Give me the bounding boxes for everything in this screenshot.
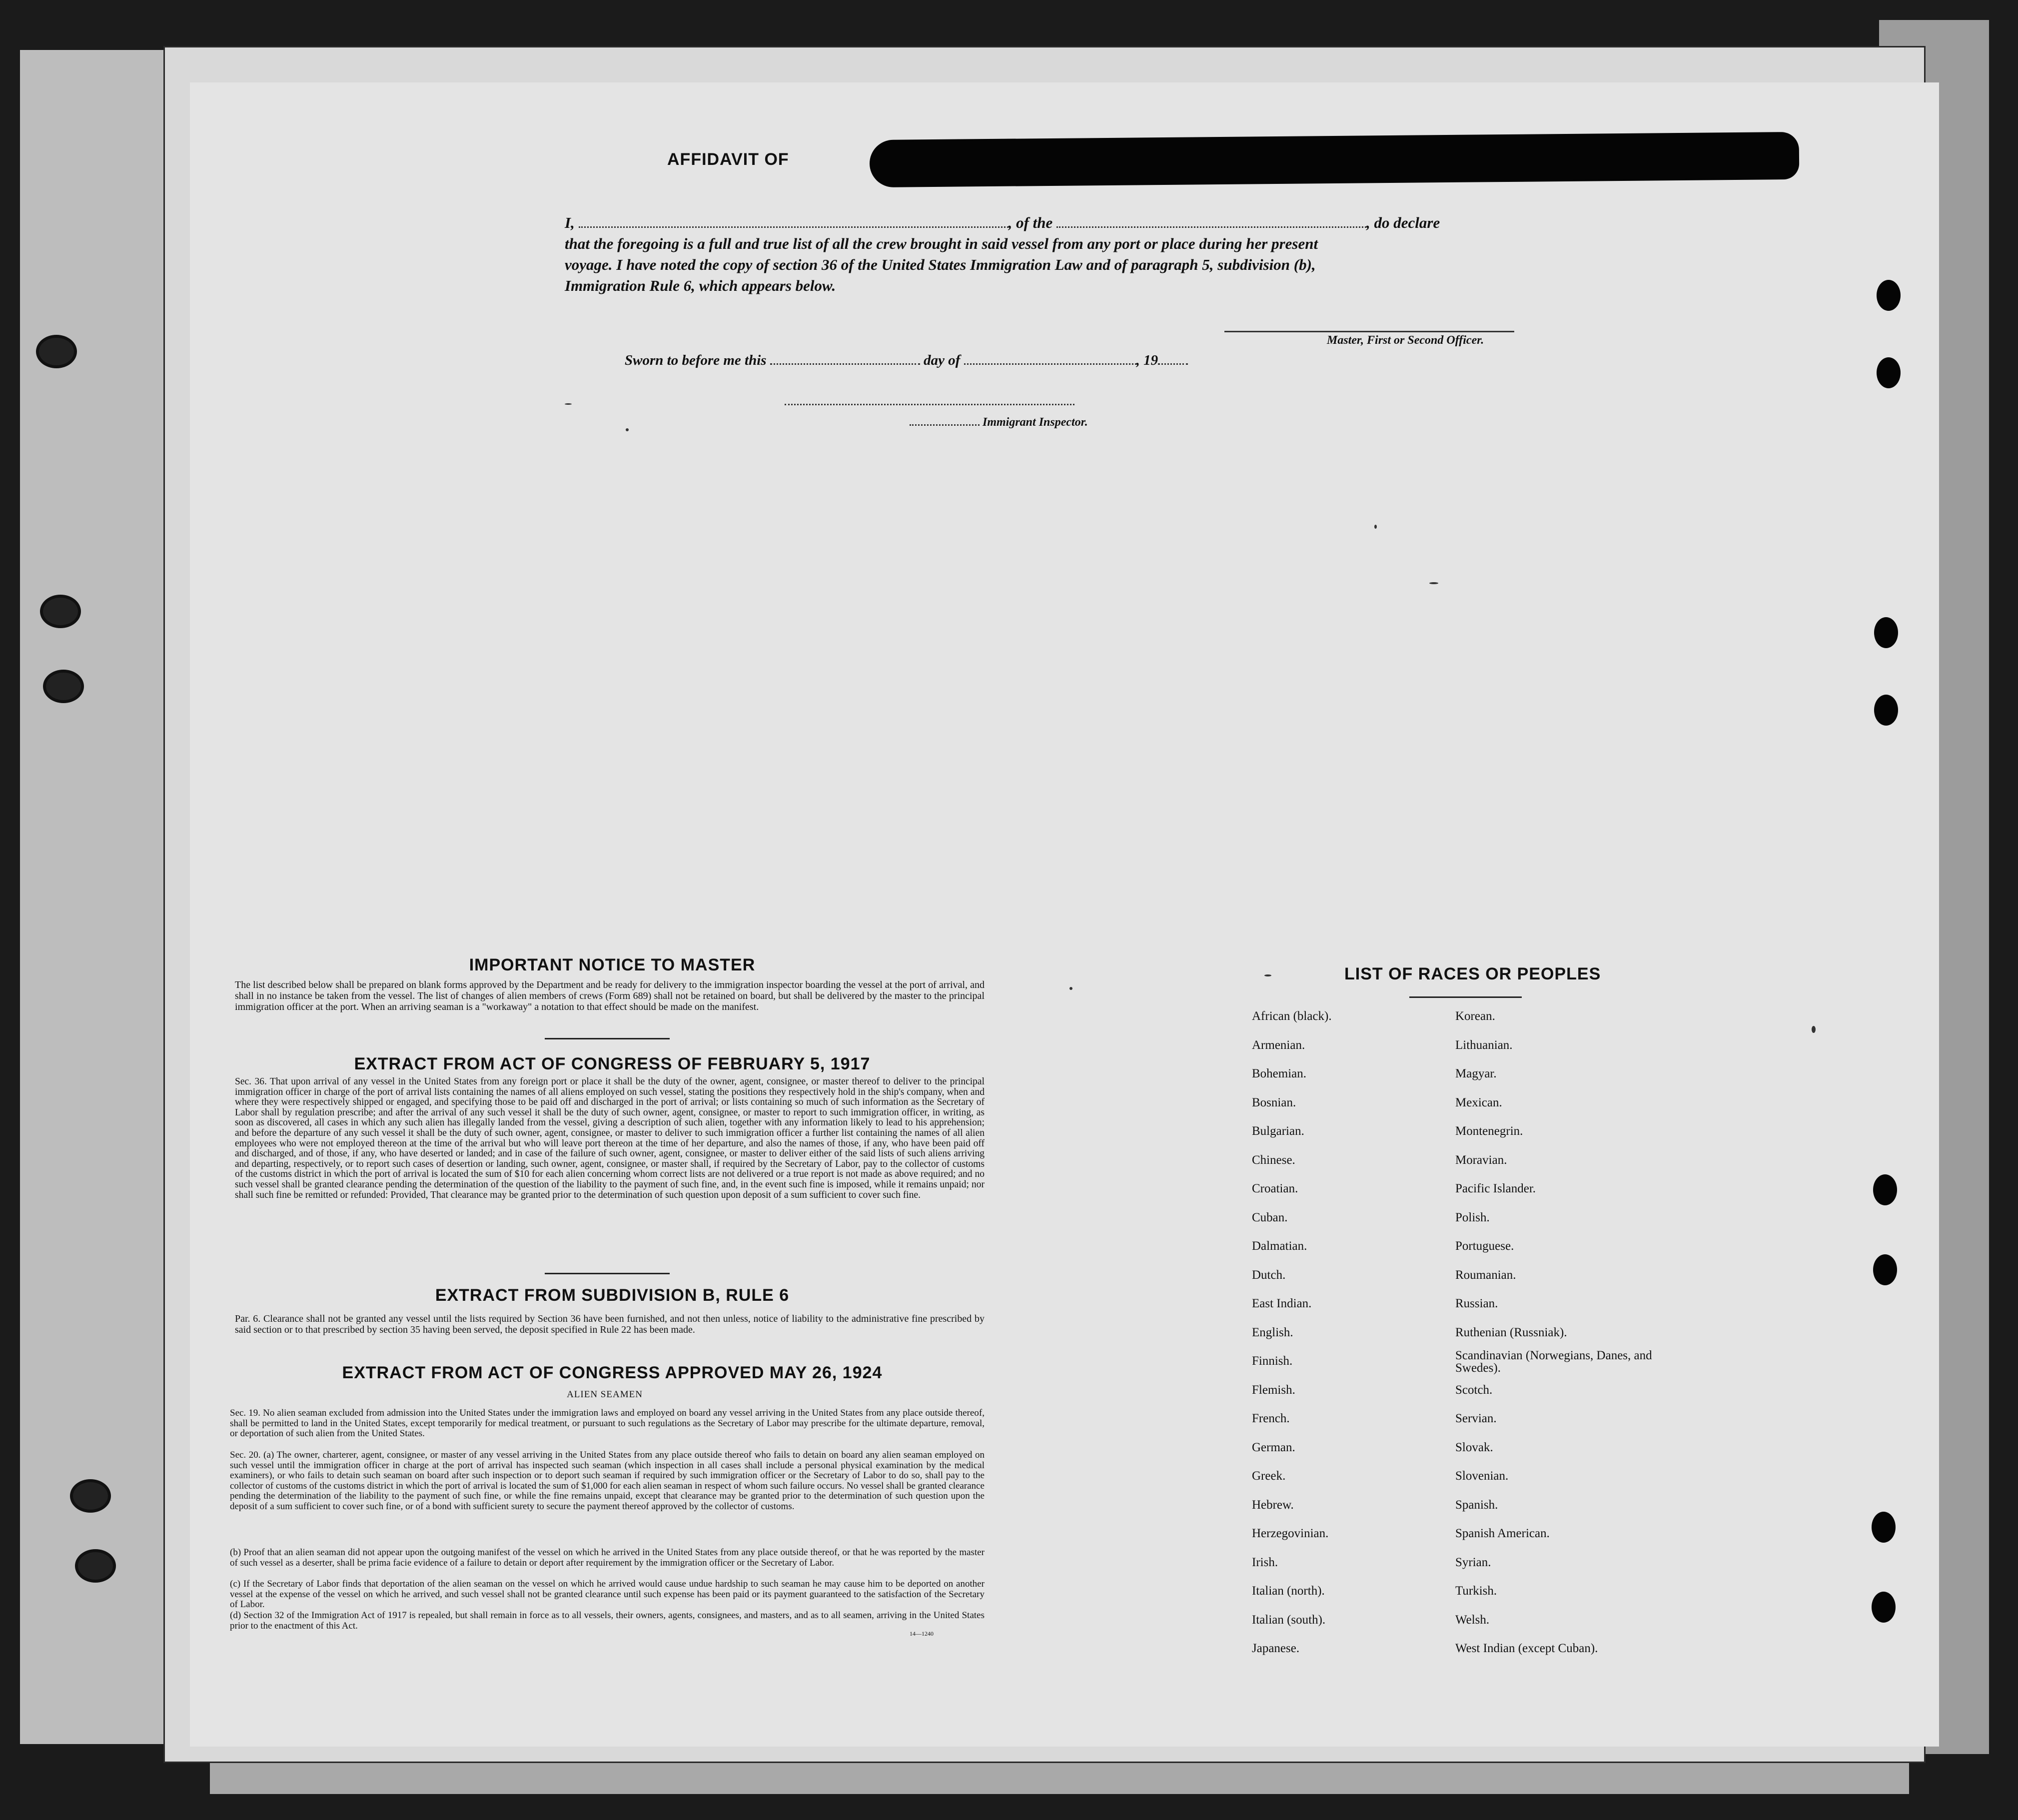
speck [1429,582,1438,584]
punch-hole [1874,617,1898,648]
sworn-label: Sworn to before me this [625,352,767,368]
race-item: Finnish. [1252,1354,1293,1368]
race-item: Dalmatian. [1252,1239,1307,1253]
race-item: Bulgarian. [1252,1124,1304,1138]
declaration-line-1 [565,214,1440,232]
sworn-day-field[interactable] [770,363,920,365]
speck [565,403,572,405]
race-item: Italian (north). [1252,1584,1325,1598]
race-item: Dutch. [1252,1268,1286,1282]
race-item: Spanish. [1455,1498,1498,1512]
notice-title: IMPORTANT NOTICE TO MASTER [469,955,756,974]
speck [1812,1026,1816,1033]
year-label: , 19 [1136,352,1158,368]
affidavit-title: AFFIDAVIT OF [667,150,789,169]
races-divider [1409,996,1522,998]
race-item: Japanese. [1252,1642,1300,1655]
race-item: Slovak. [1455,1440,1493,1454]
sworn-month-field[interactable] [964,363,1136,365]
race-item: Turkish. [1455,1584,1497,1598]
extract-rule6-title: EXTRACT FROM SUBDIVISION B, RULE 6 [435,1286,790,1305]
sec-20d-text: (d) Section 32 of the Immigration Act of 1917 is repealed, but shall remain in force as to all vessels, their owners, agents, consignees, and masters, and as to all seamen, arriving in the United States prior to the enactment of this Act. [230,1610,985,1631]
speck [1069,987,1072,990]
section-divider [545,1273,670,1274]
binder-hole [43,670,84,703]
notice-body: The list described below shall be prepared on blank forms approved by the Department and be ready for delivery to the immigration inspector boarding the vessel at the port of arrival, and shall in no instance be taken from the vessel. The list of changes of alien members of crews (Form 689) shall not be retained on board, but shall be delivered by the master to the principal immigration officer at the port. When an arriving seaman is a "workaway" a notation to that effect should be made on the manifest. [235,979,985,1012]
extract-1917-body: Sec. 36. That upon arrival of any vessel in the United States from any foreign port or place it shall be the duty of the owner, agent, consignee, or master thereof to deliver to the principal immigration officer in charge of the port of arrival lists containing the names of all aliens employed on such vessel, stating the positions they respectively hold in the ship's company, when and where they were respectively shipped or engaged, and specifying those to be paid off and discharged in the port of arrival; or lists containing so much of such information as the Secretary of Labor shall by regulation prescribe; and after the arrival of any such vessel it shall be the duty of such owner, agent, consignee, or master to report to such immigration officer, in writing, as soon as discovered, all cases in which any such alien has illegally landed from the vessel, giving a description of such alien, together with any information likely to lead to his apprehension; and before the departure of any such vessel it shall be the duty of such owner, agent, consignee, or master to deliver to such immigration officer a further list containing the names of all alien employees who were not employed thereon at the time of the arrival but who will leave port thereon at the time of her departure, and also the names of those, if any, who have been paid off and discharged, and of those, if any, who have deserted or landed; and in case of the failure of such owner, agent, consignee, or master to deliver either of the said lists of such aliens arriving and departing, respectively, or to report such cases of desertion or landing, such owner, agent, consignee, or master shall, if required by the Secretary of Labor, pay to the collector of customs of the customs district in which the port of arrival is located the sum of $10 for each alien concerning whom correct lists are not delivered or a true report is not made as above required; and no such vessel shall be granted clearance pending the determination of the question of the liability to the payment of such fine, and, in the event such fine is imposed, while it remains unpaid; nor shall such fine be remitted or refunded: Provided, That clearance may be granted prior to the determination of such question upon deposit of a sum sufficient to cover such fine. [235,1076,985,1200]
race-item: Roumanian. [1455,1268,1516,1282]
race-item: Spanish American. [1455,1527,1550,1540]
race-item: Bosnian. [1252,1095,1296,1109]
race-item: Moravian. [1455,1153,1507,1167]
declaration-line-4: Immigration Rule 6, which appears below. [565,277,836,294]
day-of-label: day of [924,352,961,368]
inspector-label: Immigrant Inspector. [983,416,1088,429]
race-item: Polish. [1455,1210,1490,1224]
extract-rule6-body: Par. 6. Clearance shall not be granted any vessel until the lists required by Section 36 have been furnished, and not then unless, notice of liability to the administrative fine prescribed by said section or to that prescribed by section 35 having been served, the deposit specified in Rule 22 has been made. [235,1313,985,1335]
race-item: Portuguese. [1455,1239,1514,1253]
race-item: Italian (south). [1252,1613,1326,1627]
sec-20c-text: (c) If the Secretary of Labor finds that deportation of the alien seaman on the vessel on which he arrived would cause undue hardship to such seaman he may cause him to be deported on another vessel at the expense of the vessel on which he arrived, and such vessel shall not be granted clearance until such expense has been paid or its payment guaranteed to the satisfaction of the Secretary of Labor. [230,1579,985,1610]
race-item: Ruthenian (Russniak). [1455,1325,1567,1339]
race-item: Herzegovinian. [1252,1527,1329,1540]
race-item: West Indian (except Cuban). [1455,1642,1598,1655]
speck [1264,974,1271,976]
inspector-signature-line[interactable] [785,404,1074,405]
race-item: Croatian. [1252,1182,1298,1195]
punch-hole [1877,357,1901,388]
redaction-bar [870,132,1800,187]
punch-hole [1873,1254,1897,1285]
race-item: German. [1252,1440,1295,1454]
race-item: Servian. [1455,1412,1497,1425]
form-number: 14—1240 [910,1630,934,1637]
master-signature-line[interactable] [1224,331,1514,332]
race-item: Armenian. [1252,1038,1305,1052]
race-item: Slovenian. [1455,1469,1509,1483]
race-item: Russian. [1455,1297,1498,1310]
extract-1924-subtitle: ALIEN SEAMEN [567,1389,643,1400]
vessel-label: , of the [1008,214,1053,231]
race-item: Lithuanian. [1455,1038,1513,1052]
race-item: French. [1252,1412,1290,1425]
speck [626,428,629,431]
sworn-year-field[interactable] [1158,363,1188,365]
race-item: Mexican. [1455,1095,1502,1109]
declarant-name-field[interactable] [579,226,1009,228]
race-item: African (black). [1252,1009,1332,1023]
section-divider [545,1038,670,1039]
race-item: Magyar. [1455,1067,1497,1080]
race-item: Hebrew. [1252,1498,1294,1512]
race-item: English. [1252,1325,1293,1339]
race-item: Korean. [1455,1009,1495,1023]
punch-hole [1872,1592,1896,1623]
sec-20b-text: (b) Proof that an alien seaman did not appear upon the outgoing manifest of the vessel on which he arrived in the United States from any place outside thereof, or that he was reported by the master of such vessel as a deserter, shall be prima facie evidence of a failure to detain or deport after requirement by the immigration officer or the Secretary of Labor. [230,1547,985,1568]
extract-1924-title: EXTRACT FROM ACT OF CONGRESS APPROVED MAY 26, 1924 [342,1363,883,1382]
race-item: Scotch. [1455,1383,1493,1397]
inspector-label-row [910,416,1088,429]
punch-hole [1872,1512,1896,1543]
race-item: Irish. [1252,1555,1278,1569]
race-item: Syrian. [1455,1555,1491,1569]
race-item: Pacific Islander. [1455,1182,1536,1195]
binder-hole [40,595,81,628]
declaration-line-3: voyage. I have noted the copy of section 36 of the United States Immigration Law and of paragraph 5, subdivision (b), [565,256,1316,273]
extract-1917-title: EXTRACT FROM ACT OF CONGRESS OF FEBRUARY 5, 1917 [354,1054,871,1073]
sec-19-text: Sec. 19. No alien seaman excluded from admission into the United States under the immigration laws and employed on board any vessel arriving in the United States from any place outside thereof, shall be permitted to land in the United States, except temporarily for medical treatment, or pursuant to such regulations as the Secretary of Labor may prescribe for the ultimate departure, removal, or deportation of such alien from the United States. [230,1408,985,1439]
sec-20a-text: Sec. 20. (a) The owner, charterer, agent, consignee, or master of any vessel arriving in the United States from any place outside thereof who fails to detain on board any alien seaman employed on such vessel until the immigration officer in charge at the port of arrival has inspected such seaman (which inspection in all cases shall include a personal physical examination by the medical examiners), or who fails to detain such seaman on board after such inspection or to deport such seaman if required by such immigration officer or the Secretary of Labor to do so, shall pay to the collector of customs of the customs district in which the port of arrival is located the sum of $1,000 for each alien seaman in respect of whom such failure occurs. No vessel shall be granted clearance pending the determination of the liability to the payment of such fine, or while the fine remains unpaid, except that clearance may be granted prior to the determination of such question upon the deposit of a sum sufficient to cover such fine, or of a bond with sufficient surety to secure the payment thereof approved by the collector of customs. [230,1450,985,1512]
race-item: Scandinavian (Norwegians, Danes, and Swedes). [1455,1349,1652,1375]
punch-hole [1877,280,1901,311]
binder-hole [75,1549,116,1583]
master-signature-label: Master, First or Second Officer. [1327,334,1484,347]
punch-hole [1873,1174,1897,1205]
declare-label: , do declare [1366,214,1440,231]
speck [1374,525,1377,529]
race-item: Bohemian. [1252,1067,1307,1080]
race-item: Greek. [1252,1469,1286,1483]
binder-hole [70,1479,111,1513]
race-item: Welsh. [1455,1613,1490,1627]
races-title: LIST OF RACES OR PEOPLES [1344,964,1601,983]
sworn-line [625,352,1188,369]
race-item: Montenegrin. [1455,1124,1523,1138]
race-item: Cuban. [1252,1210,1288,1224]
race-item: Flemish. [1252,1383,1295,1397]
declaration-line-2: that the foregoing is a full and true list of all the crew brought in said vessel from any port or place during her present [565,235,1318,252]
inspector-field[interactable] [910,424,980,426]
race-item: Chinese. [1252,1153,1295,1167]
declarant-label: I, [565,214,575,231]
binder-hole [36,335,77,368]
punch-hole [1874,695,1898,726]
vessel-name-field[interactable] [1056,226,1366,228]
race-item: East Indian. [1252,1297,1312,1310]
